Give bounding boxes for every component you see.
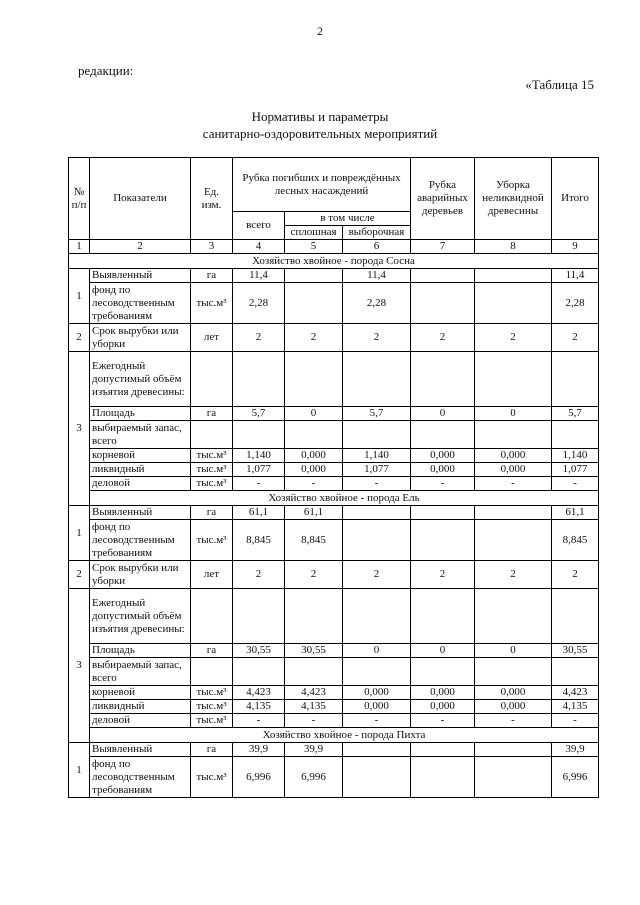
table-row [69, 324, 599, 352]
indicator-label: Ежегодный допустимый объём изъятия древесины: [90, 589, 191, 644]
empty-cell [285, 352, 343, 407]
value-cell: 4,423 [552, 686, 599, 700]
value-cell: 5,7 [552, 407, 599, 421]
value-cell: 39,9 [552, 743, 599, 757]
empty-cell [552, 421, 599, 449]
indicator-label: выбираемый запас, всего [90, 658, 191, 686]
value-cell: 1,077 [552, 463, 599, 477]
unit-cell: тыс.м³ [191, 686, 233, 700]
empty-cell [475, 421, 552, 449]
value-cell: - [552, 477, 599, 491]
table-row [69, 352, 599, 407]
value-cell: 0 [475, 644, 552, 658]
value-cell: - [552, 714, 599, 728]
indicator-label: Срок вырубки или уборки [90, 561, 191, 589]
value-cell [411, 520, 475, 561]
value-cell: - [475, 714, 552, 728]
table-row [69, 421, 599, 449]
header-indicator: Показатели [90, 158, 191, 240]
header-unit: Ед. изм. [191, 158, 233, 240]
table-row [69, 743, 599, 757]
header-cleanup: Уборка неликвидной древесины [475, 158, 552, 240]
table-row [69, 561, 599, 589]
table-row [69, 254, 599, 269]
value-cell: 2 [233, 561, 285, 589]
value-cell: - [285, 477, 343, 491]
value-cell: 2 [552, 324, 599, 352]
unit-cell: тыс.м³ [191, 520, 233, 561]
unit-cell: лет [191, 561, 233, 589]
unit-cell: га [191, 644, 233, 658]
value-cell: 2 [475, 324, 552, 352]
value-cell: 61,1 [233, 506, 285, 520]
value-cell [411, 506, 475, 520]
value-cell: 1,140 [343, 449, 411, 463]
empty-cell [191, 352, 233, 407]
value-cell [343, 757, 411, 798]
empty-cell [343, 421, 411, 449]
table-row [69, 283, 599, 324]
table-row [69, 714, 599, 728]
header-selective: выборочная [343, 226, 411, 240]
indicator-label: Выявленный [90, 269, 191, 283]
value-cell: 0 [411, 407, 475, 421]
indicator-label: фонд по лесоводственным требованиям [90, 757, 191, 798]
value-cell: - [233, 477, 285, 491]
value-cell: 0 [411, 644, 475, 658]
table-row [69, 463, 599, 477]
table-row [69, 506, 599, 520]
table-row [69, 728, 599, 743]
unit-cell: тыс.м³ [191, 449, 233, 463]
value-cell: 5,7 [343, 407, 411, 421]
value-cell [411, 757, 475, 798]
row-number: 1 [69, 506, 90, 561]
empty-cell [285, 589, 343, 644]
value-cell: 0 [343, 644, 411, 658]
empty-cell [411, 589, 475, 644]
empty-cell [475, 658, 552, 686]
empty-cell [411, 658, 475, 686]
table-row [69, 477, 599, 491]
empty-cell [191, 589, 233, 644]
value-cell: 11,4 [233, 269, 285, 283]
value-cell: 2 [233, 324, 285, 352]
indicator-label: корневой [90, 449, 191, 463]
row-number: 2 [69, 561, 90, 589]
table-row [69, 269, 599, 283]
value-cell: 2,28 [552, 283, 599, 324]
table-row [69, 658, 599, 686]
value-cell [475, 269, 552, 283]
value-cell: 6,996 [233, 757, 285, 798]
value-cell: 2,28 [233, 283, 285, 324]
table-row [69, 686, 599, 700]
value-cell: 0,000 [475, 463, 552, 477]
value-cell: 2 [552, 561, 599, 589]
row-number: 3 [69, 589, 90, 743]
value-cell: - [475, 477, 552, 491]
value-cell [343, 520, 411, 561]
table-row [69, 644, 599, 658]
value-cell: 0,000 [411, 700, 475, 714]
col-num-6: 6 [343, 240, 411, 254]
empty-cell [191, 421, 233, 449]
indicator-label: деловой [90, 477, 191, 491]
value-cell: - [285, 714, 343, 728]
table-row [69, 520, 599, 561]
table-row [69, 449, 599, 463]
row-number: 2 [69, 324, 90, 352]
table-row [69, 589, 599, 644]
value-cell: 30,55 [285, 644, 343, 658]
header-num: № п/п [69, 158, 90, 240]
table-row [69, 491, 599, 506]
value-cell [343, 506, 411, 520]
empty-cell [285, 421, 343, 449]
indicator-label: выбираемый запас, всего [90, 421, 191, 449]
value-cell: 2 [343, 324, 411, 352]
unit-cell: га [191, 269, 233, 283]
indicator-label: фонд по лесоводственным требованиям [90, 520, 191, 561]
col-num-9: 9 [552, 240, 599, 254]
value-cell: 0,000 [411, 449, 475, 463]
value-cell: 61,1 [552, 506, 599, 520]
value-cell [411, 269, 475, 283]
table-header [69, 158, 599, 254]
value-cell: 1,140 [233, 449, 285, 463]
table-row [69, 757, 599, 798]
value-cell: 30,55 [552, 644, 599, 658]
table-reference: «Таблица 15 [525, 77, 594, 92]
unit-cell: га [191, 743, 233, 757]
value-cell: 6,996 [285, 757, 343, 798]
value-cell: 30,55 [233, 644, 285, 658]
table-row [69, 700, 599, 714]
value-cell: 1,077 [233, 463, 285, 477]
indicator-label: Срок вырубки или уборки [90, 324, 191, 352]
unit-cell: тыс.м³ [191, 700, 233, 714]
value-cell: 4,135 [552, 700, 599, 714]
section-title: Хозяйство хвойное - порода Ель [90, 491, 599, 506]
value-cell [475, 743, 552, 757]
intro-text: редакции: [78, 63, 134, 78]
value-cell: 0,000 [475, 686, 552, 700]
value-cell: 11,4 [552, 269, 599, 283]
value-cell: 2 [343, 561, 411, 589]
value-cell: 2 [285, 324, 343, 352]
indicator-label: Ежегодный допустимый объём изъятия древесины: [90, 352, 191, 407]
empty-cell [552, 589, 599, 644]
empty-cell [233, 589, 285, 644]
value-cell: 8,845 [233, 520, 285, 561]
header-including: в том числе [285, 212, 411, 226]
value-cell: 2 [411, 561, 475, 589]
col-num-5: 5 [285, 240, 343, 254]
unit-cell: тыс.м³ [191, 477, 233, 491]
value-cell: 2 [411, 324, 475, 352]
section-title: Хозяйство хвойное - порода Пихта [90, 728, 599, 743]
unit-cell: тыс.м³ [191, 714, 233, 728]
value-cell: 4,135 [233, 700, 285, 714]
empty-cell [233, 658, 285, 686]
value-cell: 1,140 [552, 449, 599, 463]
title-line-2: санитарно-оздоровительных мероприятий [202, 126, 438, 141]
empty-cell [552, 658, 599, 686]
value-cell: 2 [285, 561, 343, 589]
value-cell: 2 [475, 561, 552, 589]
table-body [69, 254, 599, 798]
unit-cell: лет [191, 324, 233, 352]
value-cell: 5,7 [233, 407, 285, 421]
col-num-3: 3 [191, 240, 233, 254]
unit-cell: тыс.м³ [191, 757, 233, 798]
value-cell: - [411, 714, 475, 728]
value-cell [475, 506, 552, 520]
value-cell [475, 520, 552, 561]
row-number: 1 [69, 269, 90, 324]
unit-cell: га [191, 506, 233, 520]
value-cell: 0 [285, 407, 343, 421]
indicator-label: Выявленный [90, 506, 191, 520]
col-num-1: 1 [69, 240, 90, 254]
header-grand-total: Итого [552, 158, 599, 240]
header-clear: сплошная [285, 226, 343, 240]
table-title [0, 108, 640, 142]
col-num-4: 4 [233, 240, 285, 254]
indicator-label: Площадь [90, 407, 191, 421]
empty-cell [411, 421, 475, 449]
value-cell: 61,1 [285, 506, 343, 520]
unit-cell: тыс.м³ [191, 463, 233, 477]
col-num-2: 2 [90, 240, 191, 254]
value-cell: 11,4 [343, 269, 411, 283]
value-cell: 2,28 [343, 283, 411, 324]
row-number: 1 [69, 743, 90, 798]
value-cell: 39,9 [285, 743, 343, 757]
empty-cell [475, 589, 552, 644]
value-cell: 0,000 [285, 463, 343, 477]
value-cell: 6,996 [552, 757, 599, 798]
value-cell: 0,000 [411, 463, 475, 477]
empty-cell [343, 658, 411, 686]
value-cell: 4,423 [233, 686, 285, 700]
page-number: 2 [317, 24, 323, 38]
header-emergency: Рубка аварийных деревьев [411, 158, 475, 240]
value-cell [343, 743, 411, 757]
empty-cell [343, 589, 411, 644]
empty-cell [191, 658, 233, 686]
table-row [69, 407, 599, 421]
value-cell: - [343, 714, 411, 728]
value-cell: 0,000 [475, 700, 552, 714]
value-cell: 4,423 [285, 686, 343, 700]
value-cell [285, 283, 343, 324]
value-cell [411, 283, 475, 324]
empty-cell [233, 421, 285, 449]
value-cell: 0,000 [285, 449, 343, 463]
value-cell: 4,135 [285, 700, 343, 714]
indicator-label: корневой [90, 686, 191, 700]
value-cell [475, 757, 552, 798]
value-cell [411, 743, 475, 757]
unit-cell: тыс.м³ [191, 283, 233, 324]
value-cell: 0,000 [411, 686, 475, 700]
title-line-1: Нормативы и параметры [251, 109, 389, 124]
value-cell [285, 269, 343, 283]
empty-cell [343, 352, 411, 407]
empty-cell [411, 352, 475, 407]
value-cell: 1,077 [343, 463, 411, 477]
empty-cell [285, 658, 343, 686]
value-cell: 0 [475, 407, 552, 421]
empty-cell [233, 352, 285, 407]
value-cell: 8,845 [552, 520, 599, 561]
value-cell: 0,000 [475, 449, 552, 463]
header-felling-dead: Рубка погибших и повреждённых лесных насаждений [233, 158, 411, 212]
value-cell [475, 283, 552, 324]
indicator-label: фонд по лесоводственным требованиям [90, 283, 191, 324]
col-num-7: 7 [411, 240, 475, 254]
section-title: Хозяйство хвойное - порода Сосна [69, 254, 599, 269]
value-cell: 0,000 [343, 686, 411, 700]
value-cell: 0,000 [343, 700, 411, 714]
empty-cell [552, 352, 599, 407]
empty-cell [475, 352, 552, 407]
indicator-label: Выявленный [90, 743, 191, 757]
value-cell: 39,9 [233, 743, 285, 757]
value-cell: - [233, 714, 285, 728]
col-num-8: 8 [475, 240, 552, 254]
indicator-label: деловой [90, 714, 191, 728]
header-total: всего [233, 212, 285, 240]
indicator-label: ликвидный [90, 463, 191, 477]
value-cell: - [343, 477, 411, 491]
indicator-label: ликвидный [90, 700, 191, 714]
row-number: 3 [69, 352, 90, 506]
norms-table [68, 157, 599, 798]
unit-cell: га [191, 407, 233, 421]
value-cell: - [411, 477, 475, 491]
value-cell: 8,845 [285, 520, 343, 561]
indicator-label: Площадь [90, 644, 191, 658]
